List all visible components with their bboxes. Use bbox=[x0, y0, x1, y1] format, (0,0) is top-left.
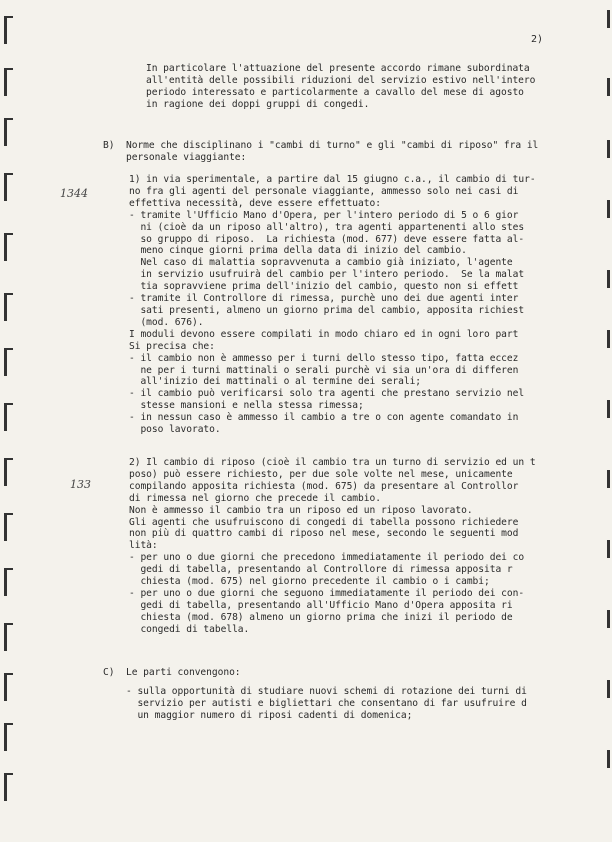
intro-line: In particolare l'attuazione del presente accordo rimane subordinata bbox=[146, 63, 530, 74]
intro-paragraph bbox=[146, 63, 535, 111]
section-b-item-2-line: chiesta (mod. 678) almeno un giorno prima che inizi il periodo de bbox=[129, 611, 513, 623]
section-b-heading-line: Norme che disciplinano i "cambi di turno" e gli "cambi di riposo" fra il bbox=[126, 140, 539, 151]
intro-line: all'entità delle possibili riduzioni del servizio estivo nell'intero bbox=[146, 74, 536, 86]
section-b-item-2-line: lità: bbox=[129, 540, 158, 552]
section-b-item-2-line: gedi di tabella, presentando all'Ufficio Mano d'Opera apposita ri bbox=[129, 599, 513, 611]
section-b-item-1-line: 1) in via sperimentale, a partire dal 15 giugno c.a., il cambio di tur- bbox=[129, 174, 536, 185]
section-b-item-2-line: chiesta (mod. 675) nel giorno precedente il cambio o i cambi; bbox=[129, 576, 490, 588]
section-b-item-2-line: 2) Il cambio di riposo (cioè il cambio tra un turno di servizio ed un t bbox=[129, 457, 536, 468]
binder-marks bbox=[4, 8, 26, 828]
section-b-item-2-line: congedi di tabella. bbox=[129, 623, 250, 635]
section-b-item-1-line: - in nessun caso è ammesso il cambio a tre o con agente comandato in bbox=[129, 412, 519, 424]
section-b-item-1-line: stesse mansioni e nella stessa rimessa; bbox=[129, 400, 364, 412]
section-c-letter: C) bbox=[103, 667, 115, 678]
section-b-item-2-line: poso) può essere richiesto, per due sole volte nel mese, unicamente bbox=[129, 468, 513, 480]
section-b-item-2 bbox=[129, 457, 536, 636]
section-b-item-1-line: tia sopravviene prima dell'inizio del cambio, questo non si effett bbox=[129, 281, 519, 293]
section-b-item-1-line: in servizio usufruirà del cambio per l'intero periodo. Se la malat bbox=[129, 269, 525, 281]
section-b-item-2-line: Non è ammesso il cambio tra un riposo ed un riposo lavorato. bbox=[129, 504, 473, 516]
section-b-item-1-line: Si precisa che: bbox=[129, 340, 215, 352]
section-b-letter: B) bbox=[103, 140, 115, 151]
intro-line: periodo interessato e particolarmente a cavallo del mese di agosto bbox=[146, 86, 524, 98]
section-b-item-1 bbox=[129, 174, 536, 436]
section-b-item-1-line: (mod. 676). bbox=[129, 316, 204, 328]
section-b-item-1-line: no fra gli agenti del personale viaggiante, ammesso solo nei casi di bbox=[129, 185, 519, 197]
section-b-item-1-line: poso lavorato. bbox=[129, 424, 221, 436]
right-edge-marks bbox=[598, 0, 612, 842]
section-c-item bbox=[126, 686, 527, 722]
page-number: 2) bbox=[531, 34, 544, 45]
section-b-item-1-line: effettiva necessità, deve essere effettuato: bbox=[129, 197, 381, 209]
section-b-item-2-line: Gli agenti che usufruiscono di congedi di tabella possono richiedere bbox=[129, 516, 519, 528]
section-b-item-2-line: compilando apposita richiesta (mod. 675) da presentare al Controllor bbox=[129, 480, 519, 492]
section-c-item-line: - sulla opportunità di studiare nuovi schemi di rotazione dei turni di bbox=[126, 686, 527, 697]
section-c-heading: Le parti convengono: bbox=[126, 667, 241, 678]
section-b-item-1-line: I moduli devono essere compilati in modo chiaro ed in ogni loro part bbox=[129, 328, 519, 340]
section-b-item-2-line: gedi di tabella, presentando al Controllore di rimessa apposita r bbox=[129, 564, 513, 576]
section-b-item-1-line: meno cinque giorni prima della data di inizio del cambio. bbox=[129, 245, 467, 257]
section-b-heading-line: personale viaggiante: bbox=[126, 151, 247, 163]
section-b-item-2-line: - per uno o due giorni che seguono immediatamente il periodo dei con- bbox=[129, 587, 525, 599]
section-b-item-1-line: all'inizio dei mattinali o al termine dei serali; bbox=[129, 376, 422, 388]
section-b-item-1-line: sati presenti, almeno un giorno prima del cambio, apposita richiest bbox=[129, 304, 525, 316]
section-b-item-1-line: ni (cioè da un riposo all'altro), tra agenti appartenenti allo stes bbox=[129, 221, 525, 233]
margin-note-2: 133 bbox=[70, 478, 91, 491]
section-b-item-1-line: - tramite l'Ufficio Mano d'Opera, per l'intero periodo di 5 o 6 gior bbox=[129, 209, 519, 221]
intro-line: in ragione dei doppi gruppi di congedi. bbox=[146, 98, 370, 110]
section-b-item-2-line: non più di quattro cambi di riposo nel mese, secondo le seguenti mod bbox=[129, 528, 519, 540]
section-c-item-line: servizio per autisti e bigliettari che consentano di far usufruire d bbox=[126, 697, 527, 709]
section-b-item-1-line: - tramite il Controllore di rimessa, purchè uno dei due agenti inter bbox=[129, 293, 519, 305]
section-b-item-2-line: di rimessa nel giorno che precede il cambio. bbox=[129, 492, 381, 504]
section-b-item-1-line: - il cambio non è ammesso per i turni dello stesso tipo, fatta eccez bbox=[129, 352, 519, 364]
section-b-item-1-line: ne per i turni mattinali o serali purchè vi sia un'ora di differen bbox=[129, 364, 519, 376]
section-b-item-2-line: - per uno o due giorni che precedono immediatamente il periodo dei co bbox=[129, 552, 525, 564]
margin-note-1: 1344 bbox=[60, 187, 88, 200]
section-b-item-1-line: Nel caso di malattia sopravvenuta a cambio già iniziato, l'agente bbox=[129, 257, 513, 269]
section-b-item-1-line: - il cambio può verificarsi solo tra agenti che prestano servizio nel bbox=[129, 388, 525, 400]
section-b-heading bbox=[126, 140, 538, 164]
section-b-item-1-line: so gruppo di riposo. La richiesta (mod. 677) deve essere fatta al- bbox=[129, 233, 525, 245]
section-c-item-line: un maggior numero di riposi cadenti di domenica; bbox=[126, 709, 413, 721]
